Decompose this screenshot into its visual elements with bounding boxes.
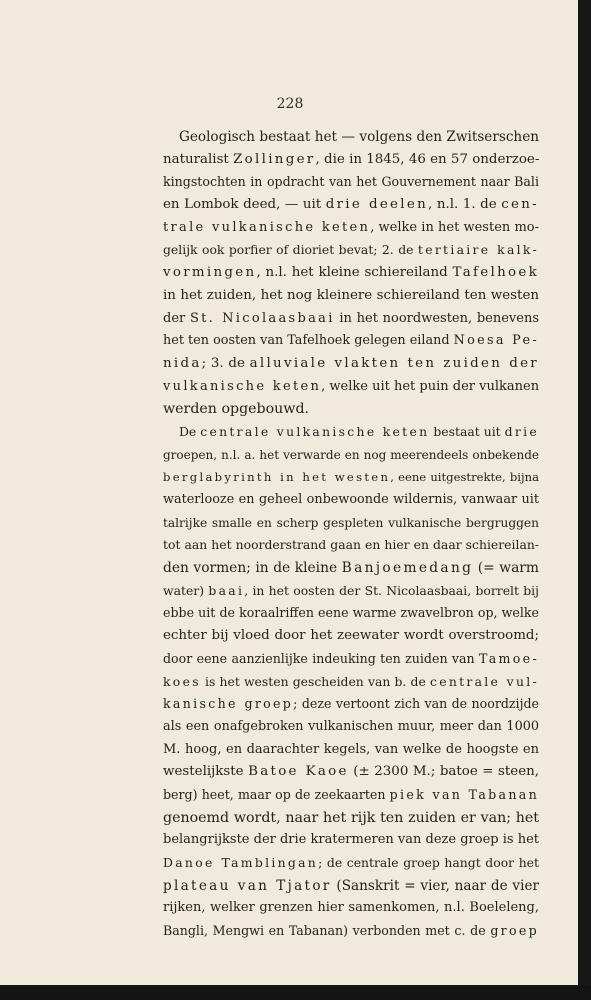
spaced-emphasis-text: koes <box>163 673 201 689</box>
text-run: het verwarde en nog meerendeels onbekende <box>255 447 539 462</box>
spaced-emphasis-text: vormingen <box>163 265 257 281</box>
text-run: bestaat uit <box>429 423 505 439</box>
spaced-emphasis-text: plateau van Tjator <box>163 877 332 894</box>
spaced-emphasis-text: Tamoe- <box>479 650 539 666</box>
spaced-emphasis-text: piek van Tabanan <box>389 786 539 802</box>
text-line <box>163 421 539 444</box>
spaced-emphasis-text: centrale vulkanische keten <box>200 423 430 439</box>
text-line <box>163 262 539 285</box>
text-line <box>163 784 539 807</box>
text-run: , welke in het westen mo- <box>370 219 539 235</box>
text-run: , n.l. <box>213 447 245 462</box>
text-run: De <box>179 423 201 439</box>
scan-border <box>0 985 591 1000</box>
spaced-emphasis-text: Danoe Tamblingan <box>163 855 319 870</box>
text-run: a. <box>244 447 256 462</box>
text-line <box>163 149 539 172</box>
spaced-emphasis-text: Banjoemedang <box>341 560 474 577</box>
text-line <box>163 716 539 739</box>
text-line <box>163 648 539 671</box>
spaced-emphasis-text: nida <box>163 355 202 371</box>
spaced-emphasis-text: centrale vul- <box>429 673 539 689</box>
spaced-emphasis-text: alluviale vlakten ten zuiden der <box>249 355 539 371</box>
text-run: in het noordwesten, benevens <box>334 310 539 326</box>
text-run: door eene aanzienlijke indeuking ten zuiden van <box>163 650 480 666</box>
text-line <box>163 285 539 308</box>
text-line <box>163 580 539 603</box>
text-run: Geologisch bestaat het — volgens den Zwitserschen <box>179 129 539 145</box>
text-run: gelijk ook porfier of dioriet bevat; 2. de <box>163 242 418 258</box>
text-line <box>163 761 539 784</box>
text-run: , n.l. 1. de <box>428 197 502 213</box>
text-run: rijken, welker grenzen hier samenkomen, n.l. Boeleleng, <box>163 900 539 916</box>
text-run: werden opgebouwd. <box>163 401 310 418</box>
page-number: 228 <box>276 96 304 112</box>
text-run: en Lombok deed, — uit <box>163 197 326 213</box>
spaced-emphasis-text: tertiaire kalk- <box>417 242 539 258</box>
spaced-emphasis-text: St. Nicolaasbaai <box>189 310 335 326</box>
text-line <box>163 534 539 557</box>
text-run: M. hoog, en daarachter kegels, van welke de hoogste en <box>163 741 539 757</box>
text-run: ; deze vertoont zich van de noordzijde <box>293 696 539 712</box>
text-line <box>163 466 539 489</box>
text-line <box>163 194 539 217</box>
spaced-emphasis-text: Noesa Pe- <box>453 333 539 349</box>
spaced-emphasis-text: Batoe Kaoe <box>248 764 349 780</box>
text-run: naturalist <box>163 151 234 167</box>
text-run: het ten oosten van Tafelhoek gelegen eiland <box>163 333 454 349</box>
text-run: de <box>406 673 430 689</box>
text-line <box>163 398 539 421</box>
text-run: (= warm <box>473 560 539 577</box>
text-line <box>163 330 539 353</box>
spaced-emphasis-text: cen- <box>501 197 539 213</box>
page-edge-shadow <box>578 0 591 1000</box>
text-run: tot aan het noorderstrand gaan en hier en daar schiereilan- <box>163 537 539 553</box>
text-line <box>163 920 539 943</box>
text-run: water) <box>163 582 209 598</box>
text-run: de <box>465 923 491 939</box>
text-run: ; 3. de <box>201 355 250 371</box>
text-run: (± 2300 M.; batoe = steen, <box>348 764 539 780</box>
text-run: , welke uit het puin der vulkanen <box>321 378 539 394</box>
text-run: den vormen; in de kleine <box>163 560 342 577</box>
text-line <box>163 829 539 852</box>
text-run: kingstochten in opdracht van het Gouvernement naar Bali <box>163 174 539 190</box>
text-run: , eene uitgestrekte, bijna <box>390 470 539 485</box>
text-line <box>163 444 539 467</box>
text-run: der <box>163 310 190 326</box>
text-run: waterlooze en geheel onbewoonde wildernis, vanwaar uit <box>163 492 539 507</box>
text-run: , n.l. het kleine schiereiland <box>256 265 453 281</box>
spaced-emphasis-text: Tafelhoek <box>452 265 539 281</box>
spaced-emphasis-text: trale vulkanische keten <box>163 219 371 235</box>
text-run: talrijke smalle en scherp gespleten vulkanische bergruggen <box>163 515 539 530</box>
text-line <box>163 671 539 694</box>
text-line <box>163 807 539 830</box>
text-run: Bangli, Mengwi en Tabanan) verbonden met <box>163 923 455 939</box>
text-line <box>163 239 539 262</box>
text-line <box>163 217 539 240</box>
text-run: belangrijkste der drie kratermeren van deze groep is het <box>163 832 539 848</box>
text-run: groepen <box>163 447 214 462</box>
text-run: c. <box>454 923 466 939</box>
text-line <box>163 739 539 762</box>
spaced-emphasis-text: kanische groep <box>163 696 294 712</box>
text-run: is het westen gescheiden van <box>200 673 395 689</box>
text-line <box>163 897 539 920</box>
text-run: ebbe uit de koraalriffen eene warme zwavelbron op, welke <box>163 605 539 621</box>
text-line <box>163 693 539 716</box>
text-line <box>163 557 539 580</box>
text-line <box>163 376 539 399</box>
text-run: westelijkste <box>163 764 249 780</box>
text-line <box>163 489 539 512</box>
text-line <box>163 602 539 625</box>
text-run: ; de centrale groep hangt door het <box>318 855 539 870</box>
text-run: , in het oosten der St. Nicolaasbaai, borrelt bij <box>244 582 539 598</box>
text-line <box>163 852 539 875</box>
spaced-emphasis-text: vulkanische keten <box>163 378 322 394</box>
text-line <box>163 625 539 648</box>
text-line <box>163 126 539 149</box>
text-run: genoemd wordt, naar het rijk ten zuiden er van; het <box>163 809 539 826</box>
spaced-emphasis-text: groep <box>490 923 539 939</box>
spaced-emphasis-text: berglabyrinth in het westen <box>163 470 391 485</box>
body-text <box>163 126 539 943</box>
text-line <box>163 353 539 376</box>
spaced-emphasis-text: drie deelen <box>325 197 428 213</box>
text-line <box>163 512 539 535</box>
text-line <box>163 875 539 898</box>
spaced-emphasis-text: drie <box>504 423 539 439</box>
spaced-emphasis-text: baai <box>208 582 245 598</box>
text-run: als een onafgebroken vulkanischen muur, meer dan 1000 <box>163 718 539 734</box>
text-run: (Sanskrit = vier, naar de vier <box>331 877 539 894</box>
text-run: berg) heet, maar op de zeekaarten <box>163 786 390 802</box>
text-run: b. <box>394 673 407 689</box>
text-run: echter bij vloed door het zeewater wordt overstroomd; <box>163 628 539 644</box>
text-line <box>163 308 539 331</box>
spaced-emphasis-text: Zollinger <box>233 151 316 167</box>
text-run: , die in 1845, 46 en 57 onderzoe- <box>315 151 539 167</box>
text-line <box>163 171 539 194</box>
text-run: in het zuiden, het nog kleinere schiereiland ten westen <box>163 287 539 303</box>
